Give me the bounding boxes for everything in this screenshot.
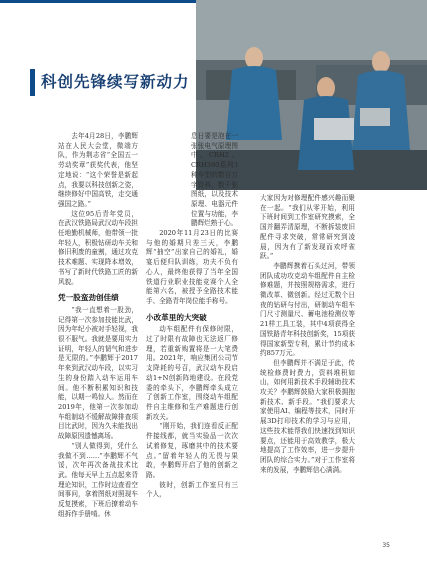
page-number: 35 [382,542,390,549]
paragraph: “我一直想着一股劲，记得第一次参加技能比武，因为年纪小被对手轻视，我很不服气。我就是要用实力证明，年轻人的韧气和进步是无限的。”李鹏辉于2017年来到武汉动车段，以实习生的身份踏入动车运用车间。他不断积累知识和技能，以期一鸣惊人。然而在2019年，他第一次参加动车组制动不缓解故障排查项目比武时，因为久未能找出故障原因遗憾离场。 [58,305,138,441]
text-column-3 [260,194,355,475]
paragraph: 2020年11月23日的比赛与他的婚期只差三天，李鹏辉“抽空”出家自己的婚礼，婚宴后便归队训练，功夫不负有心人，最终他获得了当年全国铁道行业职业技能竞赛个人全能第六名，被授予全路技术能手、全路青年岗位能手称号。 [146,229,238,305]
paragraph: 这位95后青年党员，在武汉铁路局武汉动车段担任地勤机械师，他带领一批年轻人，积极钻研动车关和修旧利废的童割，通过攻克技术难题、实现降本增效，书写了新时代铁路工匠的新风貌。 [58,209,138,286]
paragraph: 但李鹏辉并不满足于此，传统检修费时费力，资料堆积如山，如何用新技术手段辅助技术攻关？李鹏辉鼓励大家积极拥抱新技术、新手段。“我们要求大家使用AI、编程等技术，同时开展3D打印技术的学习与应用，这些技术能帮我们快速找到知识要点，还能用于高效教学，极大地提高了工作效率，进一步提升团队的综合实力。”对于工作室将来的发展，李鹏辉信心满满。 [260,358,355,474]
paragraph: 去年4月28日，李鹏辉站在人民大会堂，微端方队，作为荆志省“全国五一劳动奖章”获奖代表，他坚定地说：“这个荣誉是新起点，我要以科技创新之姿，继续修好中国高铁，走交通强国之路。” [58,132,138,208]
paragraph: 李鹏辉携着石头过河，带领团队成功攻克动车组配件自主检修难题，并按照规格需求，进行微改革、微创新。经过无数个日夜的钻研与付出，研制动车组车门尺寸测量尺、蓄电池检测仪等21样工具工装，其中4项获得全国铁路青年科技创新奖，15项获得国家新型专利，累计节约成本约857万元。 [260,261,355,358]
paragraph: 大家因为对修理配件感兴趣而聚在一起。“我们从零开始，利用下班时间到工作室研究摸索，全国并翻弄清原理，不断拆装废旧配件寻求突破，常常研究到凌晨，因为有了新发现而欢呼雀跃。” [260,194,355,261]
paragraph: 彼时，创新工作室只有三个人， [146,480,238,499]
paragraph: 动车组配件有保修时限，过了时限有故障也无法返厂修理，若重新购置将是一大笔费用。2021年，响应集团公司节支降耗的号召，武汉动车段启动1+N创新阵地建设。在段党委的牵头下，李鹏辉牵头成立了创新工作室，围绕动车组配件自主维修和生产难题进行创新攻关。 [146,325,238,421]
paragraph: “刚开始，我们连看反正配件接线都，就当实验品一次次试着修复，琢磨其中的技术要点。”留着年轻人的无畏与果敢，李鹏辉开启了他的创新之路。 [146,422,238,479]
title-accent-bar [30,69,35,96]
paragraph: “别人做得到，凭什么我做不到……”李鹏辉不气馁，次年再次备战技术比武。他每天早上五点起来背理论知识，工作时边查看空间事问，拿着图纸对照现车反复摸索，下班后撩着动车组拆作手册啃。休 [58,441,138,518]
text-column-1 [58,132,138,519]
section-heading: 凭一股蛮劲创佳绩 [58,293,119,303]
article-title-block [30,60,200,104]
section-heading: 小改革里的大突破 [146,312,207,322]
text-column-2 [146,132,238,500]
paragraph: 息日要是泡在一张张电气原理图中。CRH2、CRH380系列3种车型的数百万字资料，数千张图纸，以及技术原理、电器元件位置与功能，李鹏辉烂熟于心。 [191,132,238,228]
article-title: 科创先锋续写新动力 [41,73,190,91]
